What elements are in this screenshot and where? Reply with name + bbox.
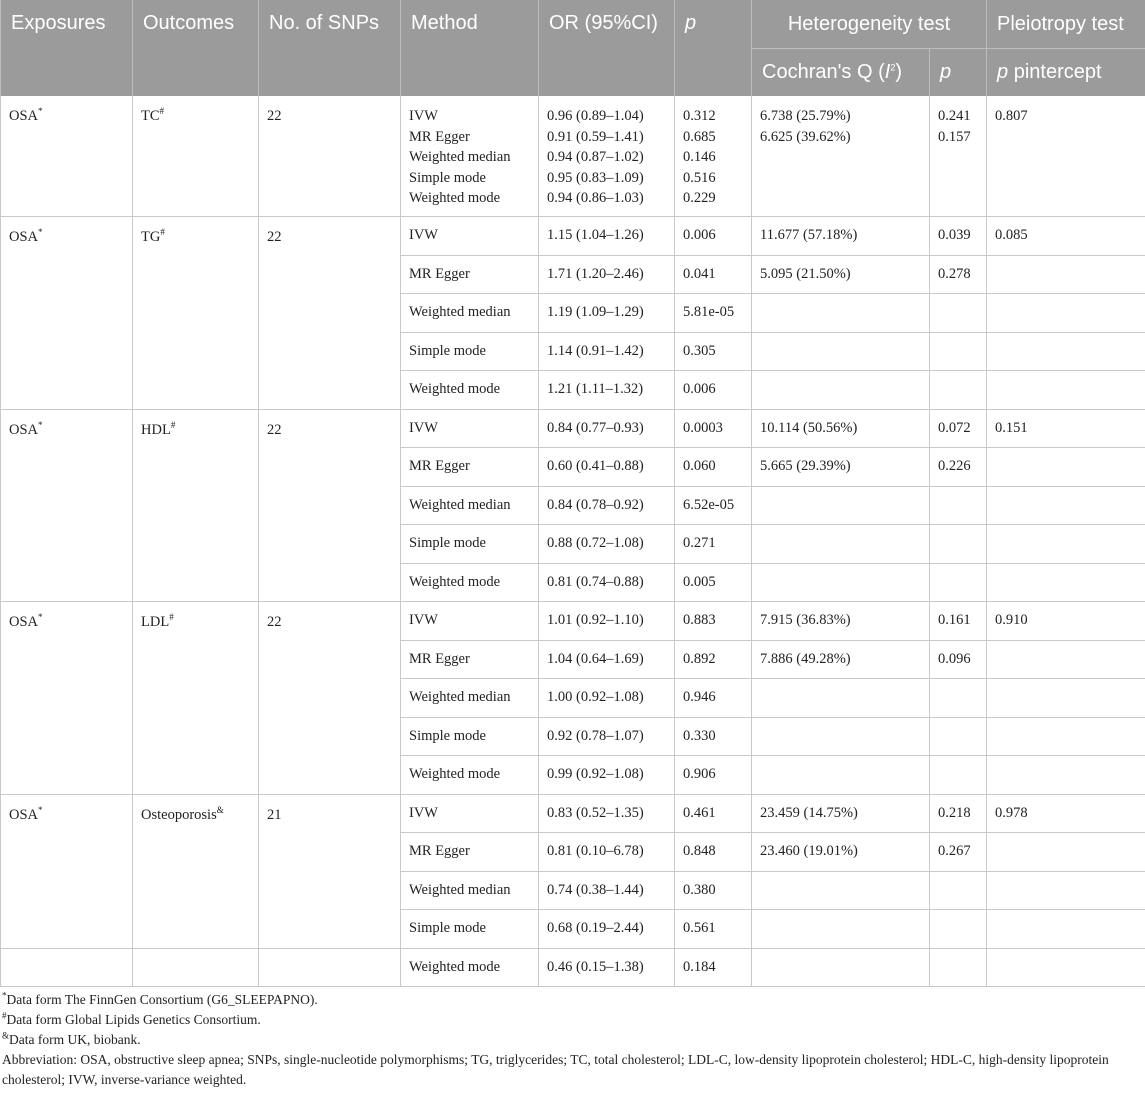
- cell-or: 0.81 (0.74–0.88): [539, 563, 675, 602]
- cell-p: 5.81e-05: [675, 294, 752, 333]
- cell-outcome: TC#: [133, 96, 259, 217]
- cell-p: 0.883: [675, 602, 752, 641]
- cell-snps: 22: [259, 602, 401, 795]
- table-row: [1, 602, 1145, 641]
- cell-exposure: OSA*: [1, 602, 133, 795]
- cell-outcome: [133, 948, 259, 987]
- cell-cochran-q: [752, 332, 930, 371]
- cell-het-p: 0.267: [930, 833, 987, 872]
- cell-method: MR Egger: [401, 833, 539, 872]
- cell-pleiotropy: [987, 294, 1145, 333]
- cell-cochran-q: 5.095 (21.50%): [752, 255, 930, 294]
- cell-method: MR Egger: [401, 640, 539, 679]
- cell-p: 0.006: [675, 371, 752, 410]
- cell-or: 1.71 (1.20–2.46): [539, 255, 675, 294]
- cell-method: MR Egger: [401, 448, 539, 487]
- cell-pleiotropy: [987, 525, 1145, 564]
- cell-method: IVW: [401, 794, 539, 833]
- cell-pleiotropy: [987, 448, 1145, 487]
- cell-cochran-q: [752, 294, 930, 333]
- cell-het-p: 0.218: [930, 794, 987, 833]
- cell-method: Weighted median: [401, 486, 539, 525]
- cell-het-p: 0.072: [930, 409, 987, 448]
- footnote: *Data form The FinnGen Consortium (G6_SLEEPAPNO).: [2, 990, 318, 1007]
- cell-het-p: 0.241 0.157: [930, 96, 987, 217]
- cell-het-p: [930, 948, 987, 987]
- cell-snps: [259, 948, 401, 987]
- cell-method: IVW MR Egger Weighted median Simple mode Weighted mode: [401, 96, 539, 217]
- cell-p: 0.184: [675, 948, 752, 987]
- cell-pleiotropy: 0.910: [987, 602, 1145, 641]
- cell-p: 0.892: [675, 640, 752, 679]
- cell-het-p: 0.226: [930, 448, 987, 487]
- table-row: [1, 409, 1145, 448]
- cell-pleiotropy: [987, 255, 1145, 294]
- header-snps: No. of SNPs: [259, 0, 401, 96]
- header-exposures: Exposures: [1, 0, 133, 96]
- cell-het-p: [930, 679, 987, 718]
- cell-het-p: [930, 525, 987, 564]
- cell-pleiotropy: [987, 910, 1145, 949]
- table-row: [1, 217, 1145, 256]
- cell-p: 0.271: [675, 525, 752, 564]
- cell-cochran-q: 6.738 (25.79%) 6.625 (39.62%): [752, 96, 930, 217]
- cell-pleiotropy: [987, 717, 1145, 756]
- cell-pleiotropy: [987, 640, 1145, 679]
- cell-het-p: [930, 563, 987, 602]
- cell-or: 0.83 (0.52–1.35): [539, 794, 675, 833]
- cell-cochran-q: [752, 756, 930, 795]
- cell-cochran-q: [752, 525, 930, 564]
- cell-p: 6.52e-05: [675, 486, 752, 525]
- cell-cochran-q: [752, 717, 930, 756]
- cell-het-p: [930, 486, 987, 525]
- cell-pleiotropy: [987, 756, 1145, 795]
- cell-method: Simple mode: [401, 332, 539, 371]
- cell-pleiotropy: [987, 833, 1145, 872]
- cell-method: Weighted mode: [401, 563, 539, 602]
- cell-pleiotropy: [987, 871, 1145, 910]
- cell-pleiotropy: [987, 486, 1145, 525]
- cell-p: 0.848: [675, 833, 752, 872]
- cell-cochran-q: 7.915 (36.83%): [752, 602, 930, 641]
- cell-method: Weighted median: [401, 294, 539, 333]
- cell-method: Simple mode: [401, 525, 539, 564]
- cell-p: 0.041: [675, 255, 752, 294]
- cell-p: 0.006: [675, 217, 752, 256]
- cell-or: 0.74 (0.38–1.44): [539, 871, 675, 910]
- table-row: [1, 794, 1145, 833]
- cell-or: 1.14 (0.91–1.42): [539, 332, 675, 371]
- cell-or: 0.88 (0.72–1.08): [539, 525, 675, 564]
- header-row-1: [1, 0, 1145, 49]
- cell-cochran-q: 11.677 (57.18%): [752, 217, 930, 256]
- header-method: Method: [401, 0, 539, 96]
- cell-pleiotropy: [987, 371, 1145, 410]
- cell-or: 1.15 (1.04–1.26): [539, 217, 675, 256]
- header-p: p: [675, 0, 752, 96]
- table-row: [1, 948, 1145, 987]
- cell-cochran-q: 23.460 (19.01%): [752, 833, 930, 872]
- footnote: &Data form UK, biobank.: [2, 1030, 141, 1047]
- cell-or: 1.00 (0.92–1.08): [539, 679, 675, 718]
- cell-outcome: TG#: [133, 217, 259, 410]
- footnote: #Data form Global Lipids Genetics Consortium.: [2, 1010, 261, 1027]
- cell-or: 0.81 (0.10–6.78): [539, 833, 675, 872]
- cell-method: Weighted mode: [401, 948, 539, 987]
- cell-cochran-q: [752, 871, 930, 910]
- cell-outcome: Osteoporosis&: [133, 794, 259, 948]
- cell-pleiotropy: 0.978: [987, 794, 1145, 833]
- cell-cochran-q: [752, 486, 930, 525]
- cell-or: 0.99 (0.92–1.08): [539, 756, 675, 795]
- cell-cochran-q: 23.459 (14.75%): [752, 794, 930, 833]
- cell-or: 1.04 (0.64–1.69): [539, 640, 675, 679]
- cell-or: 1.19 (1.09–1.29): [539, 294, 675, 333]
- cell-exposure: OSA*: [1, 217, 133, 410]
- header-cochran-q: Cochran's Q $(I^2)$: [752, 49, 930, 96]
- cell-method: Weighted mode: [401, 371, 539, 410]
- cell-method: Weighted mode: [401, 756, 539, 795]
- abbreviation-note: Abbreviation: OSA, obstructive sleep apnea; SNPs, single-nucleotide polymorphisms; TG, triglycerides; TC, total cholesterol; LDL-C, low-density lipoprotein cholesterol; HDL-C, high-density lipoprotein cholesterol; IVW, inverse-variance weighted.: [2, 1052, 1109, 1087]
- cell-pleiotropy: [987, 679, 1145, 718]
- table-row: [1, 96, 1145, 217]
- cell-pleiotropy: [987, 563, 1145, 602]
- cell-het-p: [930, 756, 987, 795]
- cell-cochran-q: [752, 679, 930, 718]
- cell-cochran-q: [752, 371, 930, 410]
- cell-method: IVW: [401, 217, 539, 256]
- cell-snps: 22: [259, 409, 401, 602]
- cell-p: 0.380: [675, 871, 752, 910]
- cell-het-p: [930, 332, 987, 371]
- cell-or: 0.46 (0.15–1.38): [539, 948, 675, 987]
- cell-pleiotropy: 0.085: [987, 217, 1145, 256]
- cell-het-p: [930, 294, 987, 333]
- cell-method: IVW: [401, 602, 539, 641]
- cell-method: MR Egger: [401, 255, 539, 294]
- cell-snps: 22: [259, 217, 401, 410]
- cell-cochran-q: 7.886 (49.28%): [752, 640, 930, 679]
- cell-p: 0.946: [675, 679, 752, 718]
- cell-or: 1.01 (0.92–1.10): [539, 602, 675, 641]
- cell-het-p: [930, 717, 987, 756]
- cell-cochran-q: [752, 910, 930, 949]
- cell-pleiotropy: 0.151: [987, 409, 1145, 448]
- cell-p: 0.312 0.685 0.146 0.516 0.229: [675, 96, 752, 217]
- cell-method: IVW: [401, 409, 539, 448]
- table-footnotes: [2, 990, 1142, 1090]
- cell-outcome: HDL#: [133, 409, 259, 602]
- cell-method: Weighted median: [401, 679, 539, 718]
- cell-het-p: 0.161: [930, 602, 987, 641]
- cell-pleiotropy: [987, 332, 1145, 371]
- cell-p: 0.005: [675, 563, 752, 602]
- cell-method: Simple mode: [401, 910, 539, 949]
- cell-cochran-q: 10.114 (50.56%): [752, 409, 930, 448]
- cell-or: 0.84 (0.78–0.92): [539, 486, 675, 525]
- cell-method: Weighted median: [401, 871, 539, 910]
- cell-cochran-q: [752, 948, 930, 987]
- cell-het-p: [930, 371, 987, 410]
- cell-p: 0.561: [675, 910, 752, 949]
- cell-het-p: [930, 910, 987, 949]
- cell-outcome: LDL#: [133, 602, 259, 795]
- cell-or: 0.84 (0.77–0.93): [539, 409, 675, 448]
- header-het-p: p: [930, 49, 987, 96]
- cell-p: 0.461: [675, 794, 752, 833]
- header-heterogeneity: Heterogeneity test: [752, 0, 987, 49]
- cell-or: 0.96 (0.89–1.04) 0.91 (0.59–1.41) 0.94 (0.87–1.02) 0.95 (0.83–1.09) 0.94 (0.86–1.03): [539, 96, 675, 217]
- header-pleiotropy: Pleiotropy test: [987, 0, 1145, 49]
- cell-exposure: OSA*: [1, 794, 133, 948]
- cell-exposure: [1, 948, 133, 987]
- cell-exposure: OSA*: [1, 409, 133, 602]
- cell-pleiotropy: [987, 948, 1145, 987]
- cell-method: Simple mode: [401, 717, 539, 756]
- header-outcomes: Outcomes: [133, 0, 259, 96]
- cell-het-p: 0.278: [930, 255, 987, 294]
- cell-pleiotropy: 0.807: [987, 96, 1145, 217]
- cell-snps: 21: [259, 794, 401, 948]
- cell-or: 1.21 (1.11–1.32): [539, 371, 675, 410]
- cell-p: 0.060: [675, 448, 752, 487]
- cell-cochran-q: [752, 563, 930, 602]
- cell-p: 0.305: [675, 332, 752, 371]
- cell-p: 0.906: [675, 756, 752, 795]
- cell-p: 0.0003: [675, 409, 752, 448]
- cell-het-p: 0.039: [930, 217, 987, 256]
- header-or: OR (95%CI): [539, 0, 675, 96]
- cell-cochran-q: 5.665 (29.39%): [752, 448, 930, 487]
- cell-or: 0.92 (0.78–1.07): [539, 717, 675, 756]
- cell-exposure: OSA*: [1, 96, 133, 217]
- cell-het-p: [930, 871, 987, 910]
- cell-snps: 22: [259, 96, 401, 217]
- cell-het-p: 0.096: [930, 640, 987, 679]
- cell-p: 0.330: [675, 717, 752, 756]
- cell-or: 0.68 (0.19–2.44): [539, 910, 675, 949]
- header-p-intercept: p pintercept: [987, 49, 1145, 96]
- cell-or: 0.60 (0.41–0.88): [539, 448, 675, 487]
